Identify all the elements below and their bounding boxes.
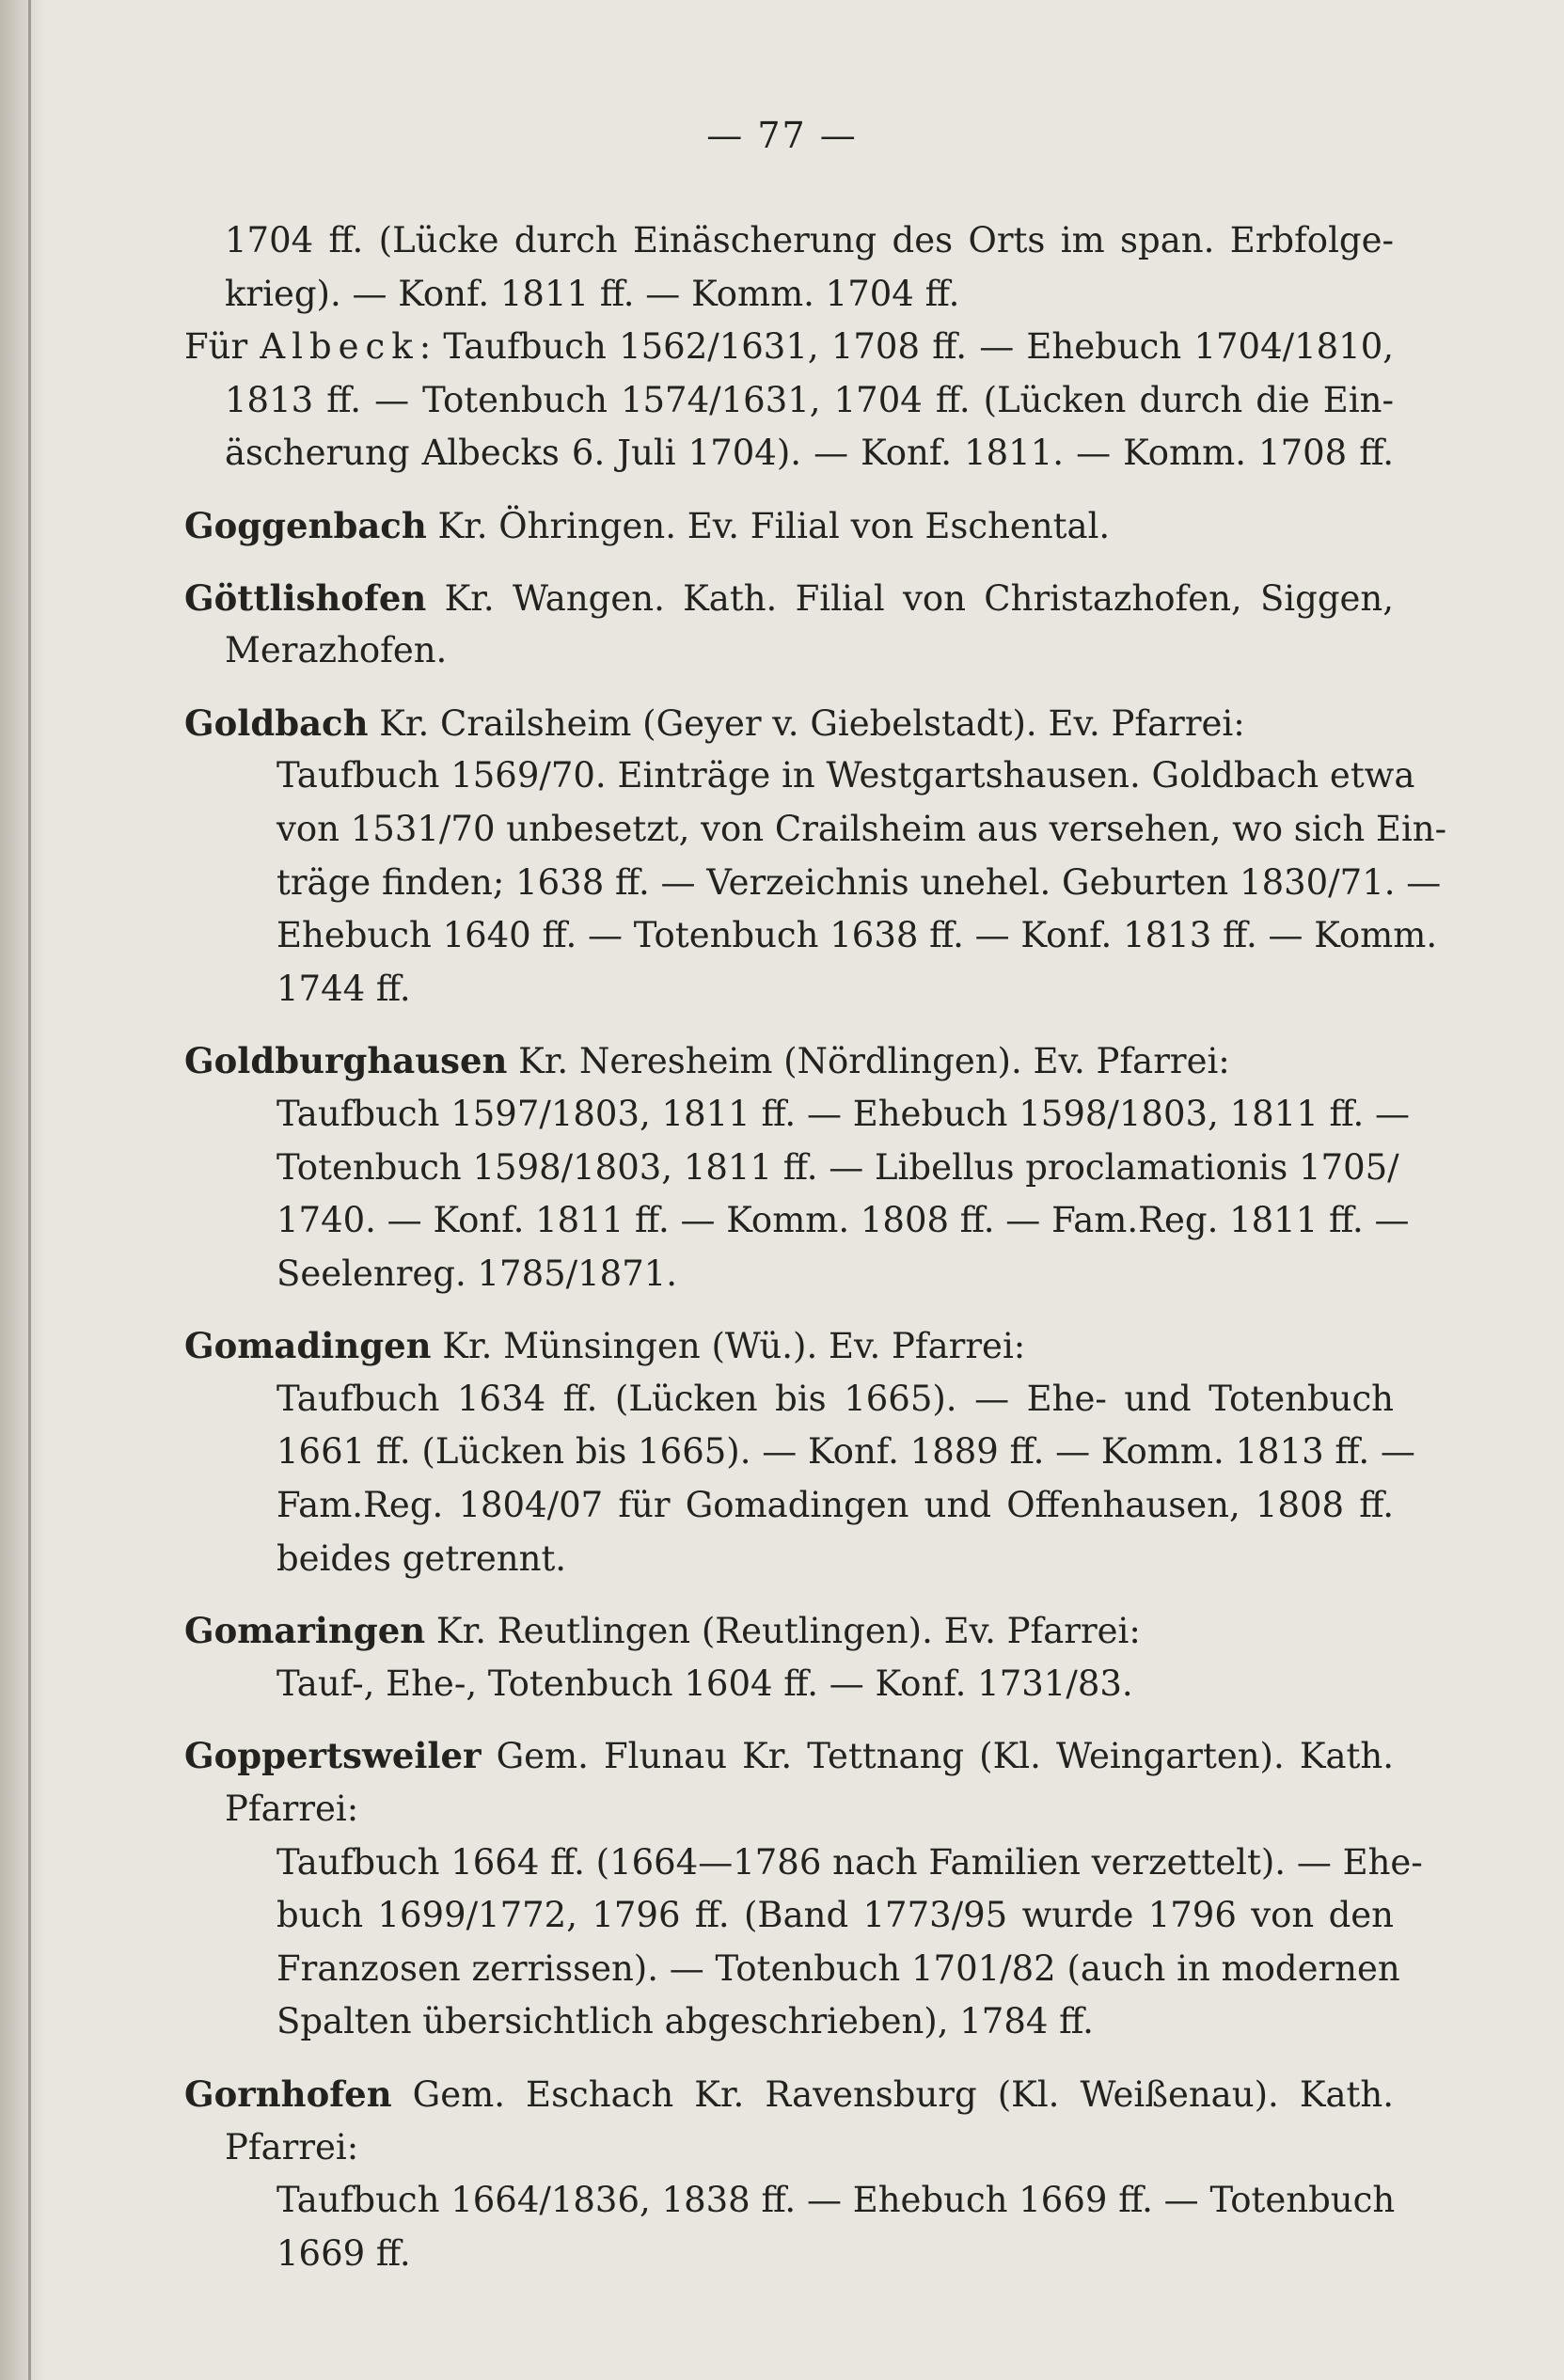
line-text: äscherung Albecks 6. Juli 1704). — Konf. 1811. — Komm. 1708 ff. [225,433,1394,474]
place-headword: Göttlishofen [184,576,427,619]
line-text: Kr. Münsingen (Wü.). Ev. Pfarrei: [431,1326,1026,1367]
text-line [184,1658,1394,1711]
text-line [184,2068,1394,2121]
text-line [184,2174,1394,2228]
text-line [184,1604,1394,1658]
text-line [184,1479,1394,1533]
text-line [184,1319,1394,1373]
line-text: 1813 ff. — Totenbuch 1574/1631, 1704 ff. (Lücken durch die Ein- [225,379,1394,420]
place-headword: Goggenbach [184,504,427,546]
place-headword: Goppertsweiler [184,1735,482,1777]
register-text [184,214,1447,2299]
entry-goldburghausen [184,1034,1410,1300]
text-line [184,2228,1394,2281]
text-line [184,1142,1399,1195]
entry-goettlishofen [184,572,1394,678]
place-headword: Gornhofen [184,2073,392,2115]
page-number: — 77 — [706,115,858,156]
place-headword: Goldburghausen [184,1040,508,1082]
line-text: Ehebuch 1640 ff. — Totenbuch 1638 ff. — Konf. 1813 ff. — Komm. [276,915,1438,956]
line-text: : Taufbuch 1562/1631, 1708 ff. — Ehebuch 1704/1810, [419,326,1395,368]
line-text: buch 1699/1772, 1796 ff. (Band 1773/95 wurde 1796 von den [276,1895,1394,1936]
place-headword: Gomadingen [184,1325,432,1367]
line-text: krieg). — Konf. 1811 ff. — Komm. 1704 ff. [225,273,960,314]
text-line [184,427,1394,481]
text-line [184,1248,1394,1301]
text-line [184,1533,1394,1586]
line-text: träge finden; 1638 ff. — Verzeichnis unehel. Geburten 1830/71. — [276,861,1442,903]
line-text: Seelenreg. 1785/1871. [276,1253,678,1294]
line-text: Franzosen zerrissen). — Totenbuch 1701/82 (auch in modernen [276,1947,1400,1989]
line-text: Gem. Eschach Kr. Ravensburg (Kl. Weißenau). Kath. [391,2074,1394,2115]
text-line [184,624,1394,678]
line-text: Kr. Wangen. Kath. Filial von Christazhofen, Siggen, [426,577,1394,619]
line-text: Totenbuch 1598/1803, 1811 ff. — Libellus proclamationis 1705/ [276,1146,1399,1188]
line-text: Kr. Neresheim (Nördlingen). Ev. Pfarrei: [507,1041,1230,1082]
text-line [184,803,1447,857]
line-text: 1740. — Konf. 1811 ff. — Komm. 1808 ff. — Fam.Reg. 1811 ff. — [276,1200,1410,1241]
page-binding-edge [0,0,45,2380]
text-line [184,1943,1400,1996]
text-line [184,1889,1394,1943]
text-line [184,499,1394,553]
entry-goggenbach [184,499,1394,553]
line-text: beides getrennt. [276,1537,567,1579]
line-text: Tauf-, Ehe-, Totenbuch 1604 ff. — Konf. 1731/83. [276,1663,1133,1704]
line-text: Taufbuch 1569/70. Einträge in Westgartshausen. Goldbach etwa [276,755,1415,796]
text-line [184,2121,1394,2175]
line-prefix: Für [184,326,261,368]
line-text: Taufbuch 1634 ff. (Lücken bis 1665). — Ehe- und Totenbuch [276,1378,1394,1419]
text-line [184,909,1438,963]
entry-gornhofen [184,2068,1394,2280]
line-text: Gem. Flunau Kr. Tettnang (Kl. Weingarten). Kath. [481,1736,1394,1777]
text-line [184,1783,1394,1836]
text-line [184,214,1394,268]
text-line [184,1088,1410,1142]
text-line [184,1034,1394,1088]
line-text: Merazhofen. [225,630,448,671]
line-text: 1744 ff. [276,968,411,1009]
line-text: Taufbuch 1597/1803, 1811 ff. — Ehebuch 1598/1803, 1811 ff. — [276,1093,1410,1134]
line-text: Fam.Reg. 1804/07 für Gomadingen und Offenhausen, 1808 ff. [276,1485,1394,1526]
page-binding-line [28,0,31,2380]
text-line [184,572,1394,625]
text-line [184,749,1415,803]
text-line [184,374,1394,428]
line-text: Pfarrei: [225,1789,359,1830]
line-text: Taufbuch 1664 ff. (1664—1786 nach Familien verzettelt). — Ehe- [276,1841,1423,1883]
text-line [184,1729,1394,1783]
line-text: Kr. Öhringen. Ev. Filial von Eschental. [426,505,1111,546]
text-line [184,1995,1394,2049]
entry-ahlbeck-continued [184,214,1394,481]
line-text: 1661 ff. (Lücken bis 1665). — Konf. 1889 ff. — Komm. 1813 ff. — [276,1431,1415,1473]
text-line [184,268,1394,322]
line-text: 1704 ff. (Lücke durch Einäscherung des Orts im span. Erbfolge- [225,220,1394,260]
place-headword: Gomaringen [184,1610,426,1652]
line-text: von 1531/70 unbesetzt, von Crailsheim aus versehen, wo sich Ein- [276,808,1447,849]
line-text: 1669 ff. [276,2232,411,2274]
place-headword: Goldbach [184,701,369,744]
text-line [184,697,1394,750]
line-text: Spalten übersichtlich abgeschrieben), 1784 ff. [276,2001,1094,2042]
text-line [184,321,1394,374]
line-text: Taufbuch 1664/1836, 1838 ff. — Ehebuch 1669 ff. — Totenbuch [276,2180,1396,2221]
entry-goppertsweiler [184,1729,1423,2049]
text-line [184,963,1394,1017]
line-text: Pfarrei: [225,2126,359,2167]
text-line [184,1426,1415,1479]
line-text: Kr. Crailsheim (Geyer v. Giebelstadt). Ev. Pfarrei: [368,702,1245,744]
line-text: Kr. Reutlingen (Reutlingen). Ev. Pfarrei: [425,1611,1141,1652]
spaced-place-name: Albeck [260,326,419,368]
entry-goldbach [184,697,1447,1017]
entry-gomaringen [184,1604,1394,1710]
text-line [184,1194,1410,1248]
text-line [184,857,1442,910]
text-line [184,1836,1423,1890]
entry-gomadingen [184,1319,1415,1585]
text-line [184,1373,1394,1426]
